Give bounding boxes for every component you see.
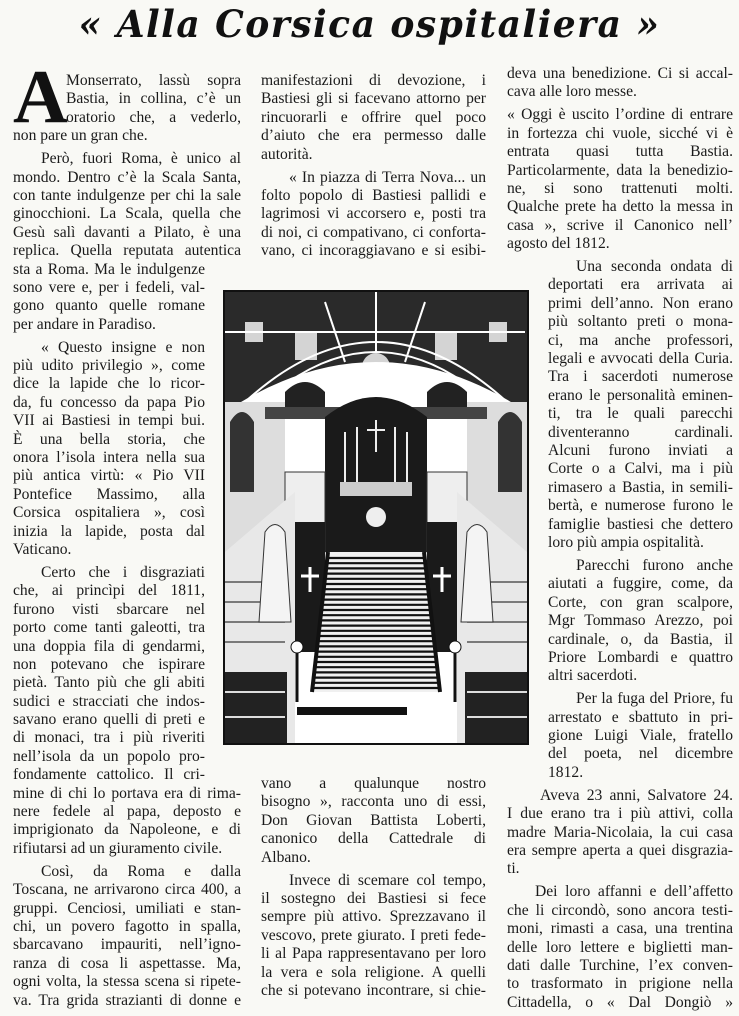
text-line: sudici e stracciati che indos-	[13, 692, 205, 710]
text-line: « In piazza di Terra Nova... un	[289, 168, 486, 186]
text-line: Priore Lombardi e quattro	[548, 648, 733, 666]
text-line: vescovo, prete giurato. I preti fede-	[261, 926, 486, 944]
text-line: Gesù salì davanti a Pilato, è una	[13, 223, 241, 241]
text-line: imprigionato da Napoleone, e di	[13, 821, 241, 839]
text-line: Monserrato, lassù sopra	[66, 72, 241, 89]
text-line: È una bella storia, che	[13, 430, 205, 448]
text-line: che li circondò, sono ancora testi-	[507, 901, 733, 919]
text-line: pietà. Tanto più che gli abiti	[13, 674, 205, 692]
text-line: che, ai princìpi del 1811,	[13, 582, 205, 600]
text-line: con tante indulgenze per chi la sale	[13, 186, 241, 204]
scala-santa-illustration	[225, 292, 527, 743]
text-line: bertà, e numerose furono le	[548, 497, 733, 515]
column-1	[13, 72, 241, 1010]
text-line: casa », scrive il Canonico nell’	[507, 216, 733, 234]
text-line: VII ai Bastiesi in tempi bui.	[13, 412, 205, 430]
text-line: nell’isola da un popolo pro-	[13, 747, 205, 765]
text-line: Corte, con gran scalpore,	[548, 593, 733, 611]
text-line: da, fu concesso da papa Pio	[13, 393, 205, 411]
text-line: altri sacerdoti.	[548, 667, 638, 685]
text-line: fondamente cattolico. Il cri-	[13, 766, 205, 784]
text-line: autorità.	[261, 145, 313, 163]
text-line: del poeta, nel dicembre	[548, 745, 733, 763]
text-line: Però, fuori Roma, è unico al	[41, 150, 241, 168]
column-3	[507, 65, 733, 1012]
column-2-top	[261, 72, 486, 261]
text-line: legali e avvocati della Curia.	[548, 350, 733, 368]
text-line: moni, rimasti a casa, una trentina	[507, 920, 733, 938]
text-line: Certo che i disgraziati	[41, 563, 205, 581]
text-line: che si potevano incontrare, si chie-	[261, 981, 486, 999]
text-line: primi dell’anno. Non erano	[548, 294, 733, 312]
text-line: nere fedele al papa, deposto e	[13, 803, 241, 821]
text-line: inizia la lapide, posta dal	[13, 522, 205, 540]
text-line: Invece di scemare col tempo,	[289, 871, 486, 889]
text-line: Così, da Roma e dalla	[41, 862, 241, 880]
text-line: « Oggi è uscito l’ordine di entrare	[507, 106, 733, 124]
text-line: Alcuni furono inviati a	[548, 442, 733, 459]
text-line: 1812.	[548, 763, 584, 781]
text-line: onora l’isola intera nella sua	[13, 449, 205, 466]
text-line: per andare in Paradiso.	[13, 315, 156, 333]
text-line: aiutati a fuggire, come, da	[548, 575, 733, 593]
text-line: gione Luigi Viale, fratello	[548, 727, 733, 745]
text-line: Parecchi furono anche	[576, 556, 733, 574]
text-line: gono quanto quelle romane	[13, 297, 205, 315]
text-line: Mgr Tommaso Arezzo, poi	[548, 612, 733, 630]
text-line: Toscana, ne arrivarono circa 400, a	[13, 881, 241, 899]
text-line: più soltanto preti o mona-	[548, 313, 733, 331]
text-line: bisogno », racconta uno di essi,	[261, 793, 486, 811]
text-line: Tra i sacerdoti numerose	[548, 368, 733, 386]
text-line: folto popolo di Bastiesi pallidi e	[261, 186, 486, 204]
text-line: Don Giovan Battista Loberti,	[261, 811, 486, 829]
drop-cap: A	[13, 55, 68, 139]
text-line: Per la fuga del Priore, fu	[576, 690, 733, 708]
text-line: li al Papa rappresentavano per loro	[261, 945, 486, 963]
text-line: ne, si sono trattenuti molti.	[507, 179, 733, 197]
text-line: deva una benedizione. Ci si accal-	[507, 65, 733, 82]
text-line: Albano.	[261, 848, 311, 866]
text-line: cava alle loro messe.	[507, 83, 637, 101]
text-line: manifestazioni di devozione, i	[261, 72, 486, 89]
text-line: I due erano tra i più attivi, colla	[507, 805, 733, 823]
text-line: una doppia fila di gendarmi,	[13, 637, 205, 655]
text-line: non potevano che ispirare	[13, 655, 205, 673]
text-line: di monaci, tra i più riveriti	[13, 729, 205, 747]
text-line: Dei loro affanni e dell’affetto	[535, 883, 733, 901]
text-line: vano, ci incoraggiavano e si esibi-	[261, 242, 486, 260]
text-line: gruppi. Cenciosi, umiliati e stan-	[13, 899, 241, 917]
text-line: più antica virtù: « Pio VII	[13, 467, 205, 485]
text-line: famiglie bastiesi che dettero	[548, 515, 733, 533]
text-line: d’aiuto che era permesso dalle	[261, 127, 486, 145]
text-line: la vera e sola religione. A quelli	[261, 963, 486, 981]
text-line: era sempre aperta a quei disgrazia-	[507, 841, 733, 859]
text-line: rincuorarli e offrire quel poco	[261, 108, 486, 126]
text-line: madre Maria-Nicolaia, la cui casa	[507, 823, 733, 841]
text-line: entrata quasi tutta Bastia.	[507, 143, 733, 161]
text-line: to trasformato in prigione nella	[507, 975, 733, 993]
text-line: Cittadella, o « Dal Dongiò »	[507, 993, 733, 1011]
text-line: delle loro lettere e biglietti man-	[507, 938, 733, 956]
text-line: di noi, ci compativano, ci conforta-	[261, 223, 486, 241]
column-2-bottom	[261, 775, 486, 1000]
text-line: chi, un povero fagotto in spalla,	[13, 917, 241, 935]
text-line: non pare un gran che.	[13, 127, 148, 145]
text-line: canonico della Cattedrale di	[261, 830, 486, 848]
text-line: Aveva 23 anni, Salvatore 24.	[540, 786, 733, 804]
text-line: replica. Quella reputata autentica	[13, 242, 241, 260]
text-line: oratorio che, a vederlo,	[66, 108, 241, 126]
text-line: agosto del 1812.	[507, 235, 610, 253]
scala-santa-photo	[223, 290, 529, 745]
text-line: Particolarmente, data la benedizio-	[507, 161, 733, 179]
text-line: va. Tra grida strazianti di donne e	[13, 991, 241, 1009]
text-line: lagrimosi vi accorsero e, posti tra	[261, 205, 486, 223]
text-line: Pontefice Massimo, alla	[13, 485, 205, 503]
text-line: Corsica ospitaliera », così	[13, 504, 205, 522]
text-line: « Questo insigne e non	[41, 338, 205, 356]
text-line: ginocchioni. La Scala, quella che	[13, 205, 241, 223]
text-line: sempre più attivo. Sprezzavano il	[261, 908, 486, 926]
text-line: rimasero a Bastia, in semili-	[548, 478, 733, 496]
text-line: diventeranno cardinali.	[548, 423, 733, 441]
text-line: ci, ma anche professori,	[548, 331, 733, 349]
text-line: più udito privilegio », come	[13, 357, 205, 375]
text-line: Bastia, in collina, c’è un	[66, 90, 241, 108]
text-line: ranza di cosa li aspettasse. Ma,	[13, 954, 241, 972]
text-line: rifiutarsi ad un giuramento civile.	[13, 839, 223, 857]
text-line: deportati era arrivata ai	[548, 276, 733, 294]
text-line: Qualche prete ha detto la messa in	[507, 198, 733, 216]
text-line: Una seconda ondata di	[576, 258, 733, 276]
text-line: Vaticano.	[13, 540, 72, 558]
text-line: in fortezza chi vuole, sicché vi è	[507, 124, 733, 142]
text-line: vano a qualunque nostro	[261, 775, 486, 792]
article-title: « Alla Corsica ospitaliera »	[78, 2, 661, 46]
text-line: savano erano quelli di preti e	[13, 711, 205, 729]
text-line: Corte o a Calvi, ma i più	[548, 460, 733, 478]
text-line: dice la lapide che lo ricor-	[13, 375, 205, 393]
text-line: arrestato e sbattuto in pri-	[548, 708, 733, 726]
text-line: erano le personalità eminen-	[548, 386, 733, 404]
text-line: sbarcavano impauriti, nell’igno-	[13, 936, 241, 954]
text-line: mine di chi lo portava era di rima-	[13, 784, 241, 802]
text-line: mondo. Dentro c’è la Scala Santa,	[13, 168, 241, 186]
text-line: sta a Roma. Ma le indulgenze	[13, 260, 205, 278]
text-line: furono visti sbarcare nel	[13, 600, 205, 618]
text-line: ti, tra le quali parecchi	[548, 405, 733, 423]
text-line: il sostegno dei Bastiesi si fece	[261, 889, 486, 907]
text-line: ogni volta, la stessa scena si ripete-	[13, 973, 241, 991]
text-line: ti.	[507, 860, 520, 878]
text-line: loro più ampia ospitalità.	[548, 533, 704, 551]
text-line: Bastiesi gli si facevano attorno per	[261, 90, 486, 108]
text-line: dati dalle Turchine, l’ex conven-	[507, 956, 733, 974]
text-line: porto come tanti galeotti, tra	[13, 619, 205, 637]
text-line: sono vere e, per i fedeli, val-	[13, 278, 205, 296]
text-line: cardinale, o, da Bastia, il	[548, 630, 733, 648]
